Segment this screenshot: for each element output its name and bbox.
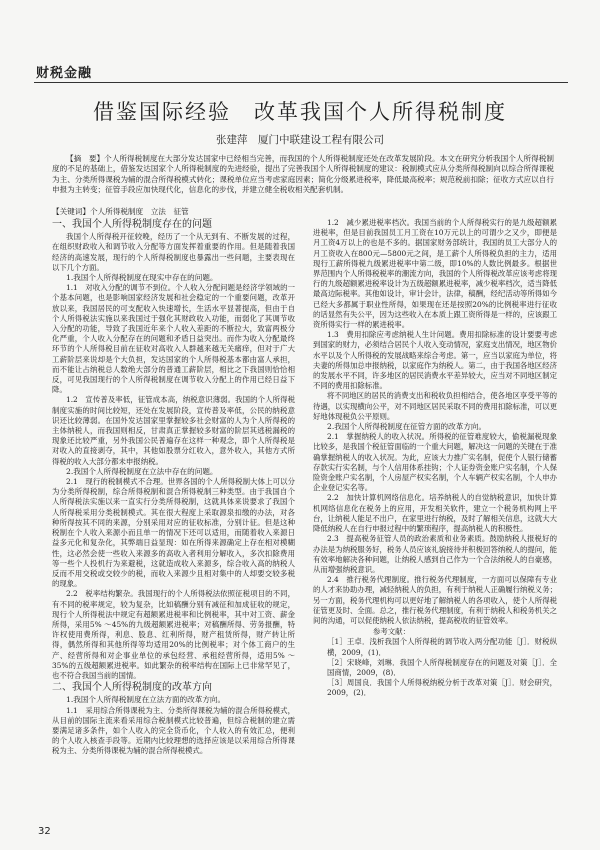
references-title: 参考文献： [373, 627, 410, 637]
reference-item: ［3］周国良．我国个人所得税纳税分析于改革对策［J］．财会研究，2009，(2)． [327, 678, 557, 698]
paragraph: 2.1 现行的税制模式不合理。世界各国的个人所得税制大体上可以分为分类所得税制，综合所得税制和混合所得税制三种类型。由于我国自个人所得税法实施以来一直实行分类所得税制，这就具体来说要求了我国个人所得税采用分类税制模式。其在很大程度上采取源泉扣缴的办法，对各种所得按其不同的来源，分别采用对应的征收标准，分别计征。但是这种税制在个人收入来源小而且单一的情况下还可以适用，而随着收入来源日益多元化和复杂化，其弊端日益显现：如在所得来源确定上存在相对模糊性，这必然会使一些收入来源多的高收入者利用分解收入，多次扣除费用等一些个人投机行为来避税，这就造成收入来源多，综合收入高的纳税人反而不用交税或交较少的税，而收入来源少且相对集中的人却要交较多税的现象。 [52, 477, 295, 589]
paragraph: 1.2 减少累进税率档次。我国当前的个人所得税实行的是九级超额累进税率，但是目前我国员工月工资在10万元以上的可谓少之又少，即便是月工资4万以上的也是不多的。据国家财务部统计，我国的员工大部分人的月工资收入在800元—5800元之间，是工薪个人所得税负担的主力，适用现行工薪所得税九级累进税率中第二级，即10%的人数比例最多。根据世界范围内个人所得税税率的潮流方向，我国的个人所得税改革应该考虑将现行的九级超额累进税率设计为五级超额累进税率，减少税率档次，适当降低最高边际税率。其他如设计，审计会计，法律，稿酬，经纪活动等所得如今已经大多都属于职业性所得，如果现在还是按照20%的比例税率进行征收的话显然有失公平，因为这些收入在本质上跟工资所得是一样的，应该跟工资所得实行一样的累进税率。 [313, 218, 557, 330]
subsection-heading: 2.我国个人所得税制度在征管方面的改革方向。 [327, 422, 487, 432]
subsection-heading: 1.我国个人所得税制度在现实中存在的问题。 [66, 273, 218, 283]
paragraph: 将不同地区的居民的消费支出和税收负担相结合，使各地区享受平等的待遇，以实现横向公平，对不同地区居民采取不同的费用扣除标准，可以更好地体现税负公平原则。 [313, 391, 557, 421]
paragraph: 1.1 对收入分配的调节不到位。个人收入分配问题是经济学领域的一个基本问题，也是影响国家经济发展和社会稳定的一个重要问题，改革开放以来，我国居民的可支配收入快速增长，生活水平显著提高，但由于自个人所得税法实施以来我国过于强化其财政收入功能，而弱化了其调节收入分配的功能，导致了我国近年来个人收入差距的不断拉大，致富两极分化严重，个人收入分配存在的问题和矛盾日益突出。而作为收入分配最终环节的个人所得税目前在征收对高收入人群越来越无关痛痒，但对于广大工薪阶层来说却是个大负担，发达国家的个人所得税基本都由富人承担，而不能让占纳税总人数绝大部分的普通工薪阶层，相比之下我国则恰恰相反，可见我国现行的个人所得税制度在调节收入分配上的作用已经日益下降。 [52, 283, 295, 395]
paragraph: 2.2 加快计算机网络信息化。培养纳税人的自觉纳税意识，加快计算机网络信息化在税务上的应用，开发相关软件，建立一个税务机构网上平台，让纳税人能足不出户，在家里进行纳税，及时了解相关信息，这就大大降低纳税人在自行申报过程中的繁琐程序，提高纳税人的积极性。 [313, 493, 557, 534]
author-line: 张建萍 厦门中联建设工程有限公司 [216, 134, 384, 146]
paragraph: 2.4 推行税务代理制度。推行税务代理制度，一方面可以保障有专业的人才来协助办理，减轻纳税人的负担，有利于纳税人正确履行纳税义务；另一方面，税务代理机构可以更好地了解纳税人的各项收入，使个人所得税征管更及时、全面。总之，推行税务代理制度，有利于纳税人和税务机关之间的沟通，可以促使纳税人依法纳税，提高税收的征管效率。 [313, 575, 557, 625]
reference-item: ［1］王卓．浅析我国个人所得税的调节收入两分配功能［J］．财税纵横，2009，(1)． [327, 637, 557, 657]
section-heading-1: 一、我国个人所得税制度存在的问题 [52, 219, 212, 230]
abstract: 【摘 要】个人所得税制度在大部分发达国家中已经相当完善，而我国的个人所得税制度还处在改革发展阶段。本文在研究分析我国个人所得税制度的不足的基础上，借鉴发达国家个人所得税制度的先进经验，提出了完善我国个人所得税制度的建议：税制模式应从分类所得税制向以综合所得课税为主、分类所得课税为辅的混合所得税模式转化；课税单位应当考虑家庭因素；简化分级累进税率，降低最高税率；规范税前扣除；征收方式应以自行申报为主转变；征管手段应加快现代化，信息化的步伐，并建立健全税收相关配套机制。 [52, 154, 554, 194]
paragraph: 我国个人所得税开征较晚，经历了一个从无到有、不断发展的过程，在组织财政收入和调节收入分配等方面发挥着重要的作用。但是随着我国经济的高速发展，现行的个人所得税制度也暴露出一些问题，主要表现在以下几个方面。 [52, 232, 295, 272]
paragraph: 2.2 税率结构繁杂。我国现行的个人所得税法依照征税项目的不同，有不同的税率规定，较为复杂，比如稿酬分别有减征和加成征收的规定，现行个人所得税法中规定有超额累进税率和比例税率，其中对工资、薪金所得，采用5% ～45%的九级超额累进税率；对稿酬所得、劳务报酬，特许权使用费所得，利息、股息、红利所得，财产租赁所得，财产转让所得，偶然所得和其他所得等均适用20%的比例税率；对个体工商户的生产、经营所得和对企事业单位的承包经营、承租经营所得，适用5% ～35%的五级超额累进税率。如此繁杂的税率结构在国际上已非常罕见了，也不符合我国当前的国情。 [52, 589, 295, 680]
section-label: 财税金融 [36, 66, 93, 81]
article-title: 借鉴国际经验 改革我国个人所得税制度 [93, 100, 507, 124]
paragraph: 2.3 提高税务征管人员的政治素质和业务素质。鼓励纳税人报税好的办法是为纳税服务好，税务人员应该礼貌接待并积极回答纳税人的提问，能有效率地解决各种问题，让纳税人感到自己作为一个合法纳税人的自豪感，从而增强纳税意识。 [313, 534, 557, 574]
paragraph: 1.3 费用扣除应考虑纳税人生计问题。费用扣除标准的设计要要考虑到国家的财力，必须结合居民个人收入变动情况，家庭支出情况，地区物价水平以及个人所得税的发展战略来综合考虑。第一，应当以家庭为单位，将夫妻的所得加总申报纳税，以家庭作为纳税人。第二，由于我国各地区经济的发展水平不同，许多地区的居民消费水平差异较大，应当对不同地区制定不同的费用扣除标准。 [313, 330, 557, 391]
reference-item: ［2］宋晓峰，刘琳．我国个人所得税制度存在的问题及对策［J］．全国商情，2009，(8)． [327, 657, 557, 677]
paragraph: 2.1 掌握纳税人的收入状况。所得税的征管难度较大，偷税漏税现象比较多，是我国个税征管面临的一个重大问题，解决这一问题的关键在于准确掌握纳税人的收入状况。为此，应该大力推广实名制，促使个人银行储蓄存款实行实名制，与个人信用体系挂钩；个人证券资金账户实名制，个人保险资金账户实名制，个人房屋产权实名制，个人车辆产权实名制，个人申办企业登记实名等。 [313, 432, 557, 493]
subsection-heading: 1.我国个人所得税制度在立法方面的改革方向。 [66, 695, 226, 705]
right-column [313, 218, 557, 699]
section-heading-2: 二、我国个人所得税制度的改革方向 [52, 682, 212, 694]
subsection-heading: 2.我国个人所得税制度在立法中存在的问题。 [66, 466, 218, 476]
header-divider [34, 82, 568, 83]
left-column [52, 218, 295, 757]
page-number: 32 [38, 826, 51, 837]
keywords: 【关键词】个人所得税制度 立法 征管 [52, 207, 189, 216]
paragraph: 1.2 宣传普及率低，征管成本高，纳税意识薄弱。我国的个人所得税制度实施的时间比较短，还处在发展阶段，宣传普及率低，公民的纳税意识还比较薄弱。在国外发达国家里掌握较多社会财富的人为个人所得税的主体纳税人，而我国则相反，甘肃真正掌握较多财富的阶层其逃税漏税的现象还比较严重，另外我国公民普遍存在这样一种观念，即个人所得税是对收入的直接剥夺，其中，其他如股票分红收入，意外收入，其他方式所得税的收入大部分都未申报纳税。 [52, 395, 295, 466]
paragraph: 1.1 采用综合所得课税为主、分类所得课税为辅的混合所得税模式，从目前的国际主流来看采用综合税制模式比较普遍，但综合税制的建立需要满足诸多条件，如个人收入的完全货币化，个人收入的有效汇总，便利的个人收入核查手段等。近期内比较理想的选择应该是以采用综合所得课税为主、分类所得课税为辅的混合所得税模式。 [52, 705, 295, 756]
